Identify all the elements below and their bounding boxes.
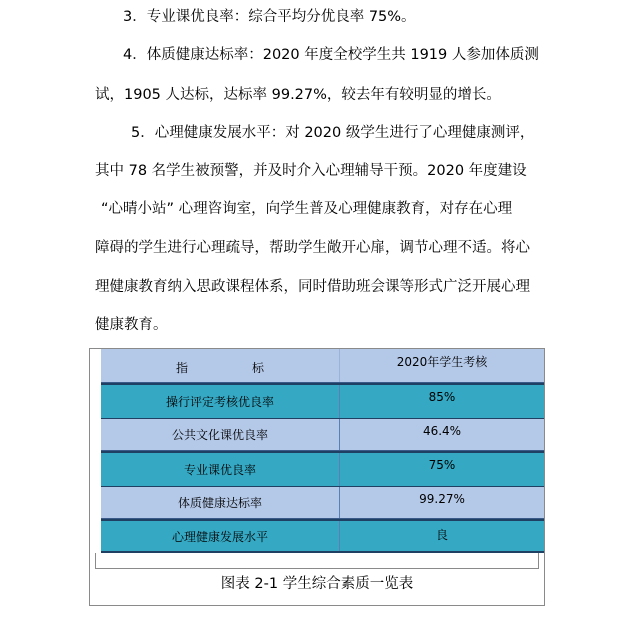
header-cell-assessment: 2020年学生考核 [339,349,544,382]
header-cell-indicator [101,349,339,382]
table-frame-caption-divider [95,568,539,569]
table-frame-inner-left-line [95,553,96,569]
table-row [101,519,544,553]
table-frame-inner-right-line [538,553,539,569]
row-value: 良 [339,521,544,551]
header-indicator-char-1: 指 [175,361,188,375]
row-label: 操行评定考核优良率 [165,395,274,409]
table-row [101,487,544,519]
paragraph-mental-health-line-3: “心晴小站” 心理咨询室，向学生普及心理健康教育，对存在心理 [101,201,513,217]
row-label: 公共文化课优良率 [171,428,268,442]
table-row [101,419,544,451]
table-caption: 图表 2-1 学生综合素质一览表 [220,576,414,592]
paragraph-fitness-line-1: 4．体质健康达标率：2020 年度全校学生共 1919 人参加体质测 [123,47,539,63]
row-value: 75% [339,453,544,486]
table-row [101,451,544,487]
row-value: 85% [339,385,544,418]
row-value: 46.4% [339,419,544,450]
header-indicator-char-2: 标 [252,361,265,375]
row-label: 体质健康达标率 [177,496,262,510]
row-label: 心理健康发展水平 [171,529,268,544]
row-value: 99.27% [339,487,544,518]
paragraph-mental-health-line-2: 其中 78 名学生被预警，并及时介入心理辅导干预。2020 年度建设 [95,163,527,179]
paragraph-mental-health-line-1: 5．心理健康发展水平：对 2020 级学生进行了心理健康测评， [131,125,535,141]
paragraph-fitness-line-2: 试，1905 人达标，达标率 99.27%，较去年有较明显的增长。 [95,87,501,103]
paragraph-professional-course-rate: 3．专业课优良率：综合平均分优良率 75%。 [123,9,416,25]
student-quality-table [101,349,544,553]
paragraph-mental-health-line-5: 理健康教育纳入思政课程体系，同时借助班会课等形式广泛开展心理 [95,279,530,295]
row-label: 专业课优良率 [183,463,256,477]
table-header-row [101,349,544,383]
paragraph-mental-health-line-6: 健康教育。 [95,317,168,333]
paragraph-mental-health-line-4: 障碍的学生进行心理疏导，帮助学生敞开心扉，调节心理不适。将心 [95,240,530,256]
table-row [101,383,544,419]
